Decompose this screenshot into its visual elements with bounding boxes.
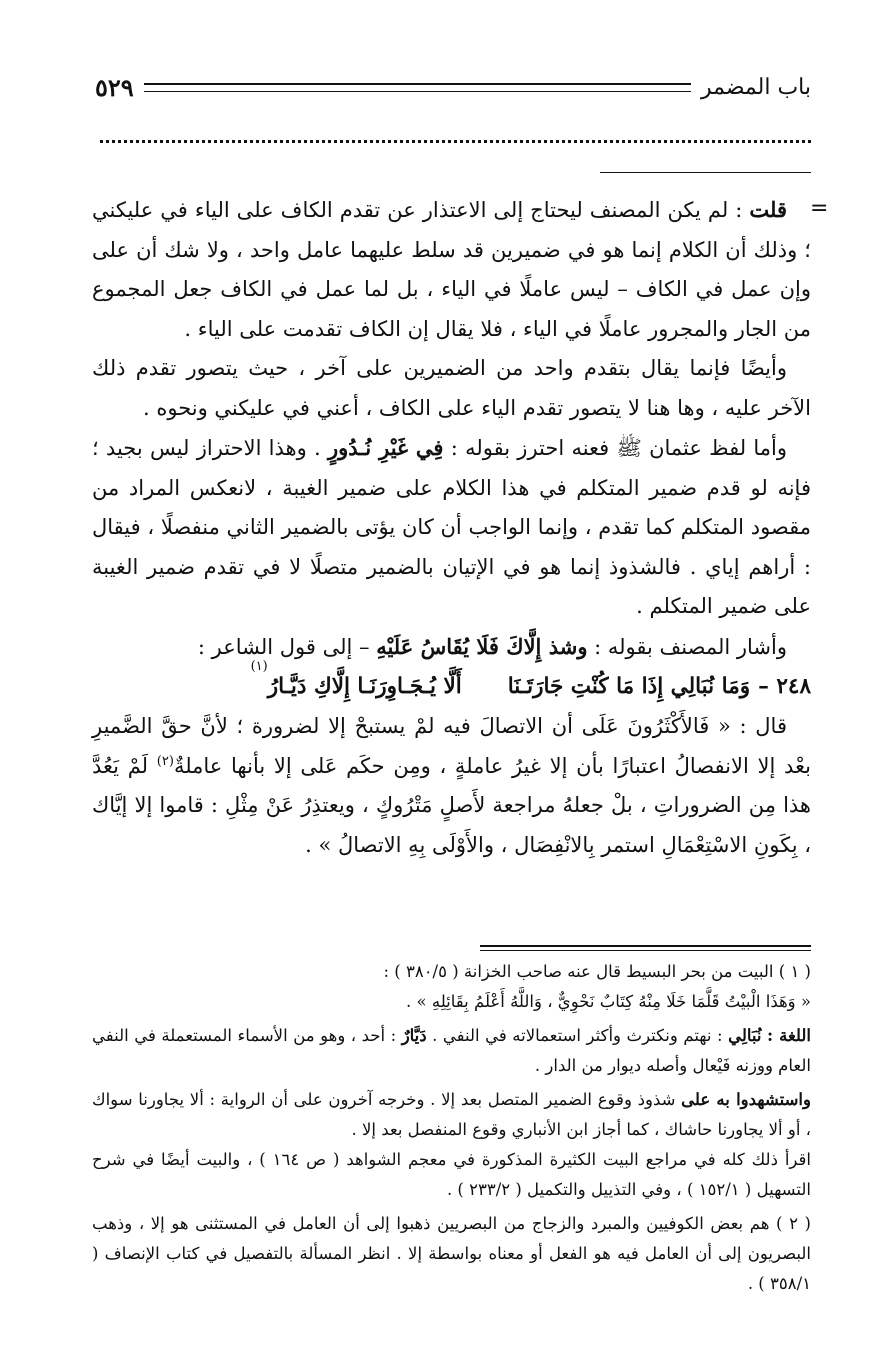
page-header: [95, 70, 811, 104]
margin-continuation-mark: =: [810, 196, 829, 221]
poetry-verse: [92, 659, 811, 707]
paragraph-3-text-b: . وهذا الاحتراز ليس بجيد ؛ فإنه لو قدم ضمير المتكلم في هذا الكلام على ضمير الغيبة ، لانعكس المراد من مقصود المتكلم كما تقدم ، وإنما الواجب أن كان يؤتى بالضمير الثاني منفصلًا ، فيقال : أراهم إياي . فالشذوذ إنما هو في الإتيان بالضمير متصلًا لا في تقدم ضمير الغيبة على ضمير المتكلم .: [92, 436, 811, 618]
header-rule: [144, 83, 691, 92]
footnote-1-references: اقرأ ذلك كله في مراجع البيت الكثيرة المذكورة في معجم الشواهد ( ص ١٦٤ ) ، والبيت أيضًا في شرح التسهيل ( ١٥٢/١ ) ، وفي التذييل والتكميل ( ٢٣٣/٢ ) .: [92, 1150, 811, 1199]
paragraph-2: وأيضًا فإنما يقال بتقدم واحد من الضميرين على آخر ، حيث يتصور تقدم ذلك الآخر عليه ، وها هنا لا يتصور تقدم الياء على الكاف ، أعني في عليكني ونحوه .: [92, 356, 811, 420]
dotted-separator: [100, 140, 811, 143]
paragraph-1-text: : لم يكن المصنف ليحتاج إلى الاعتذار عن تقدم الكاف على الياء في عليكني ؛ وذلك أن الكلام إنما هو في ضميرين قد سلط عليهما عامل واحد ، ولا شك أن على وإن عمل في الكاف – ليس عاملًا في الياء ، بل لما عمل في الكاف جعل المجموع من الجار والمجرور عاملًا في الياء ، فلا يقال إن الكاف تقدمت على الياء .: [92, 198, 811, 341]
paragraph-4-text-b: – إلى قول الشاعر :: [197, 634, 377, 659]
paragraph-5: [92, 707, 811, 865]
footnote-1-quote: « وَهَذَا الْبيْتُ قَلَّمَا خَلَا مِنْهُ كِتَابٌ نَحْوِيٌّ ، وَاللَّهُ أَعْلَمُ بِقَائِلِهِ » .: [406, 992, 811, 1011]
quoted-rule: وشذ إِلَّاكَ فَلَا يُقَاسُ عَلَيْهِ: [376, 633, 588, 659]
footnotes: [92, 957, 811, 1299]
main-text: [92, 190, 811, 865]
paragraph-3-text-a: وأما لفظ عثمان ﷺ فعنه احترز بقوله :: [443, 436, 788, 460]
paragraph-5-text-b: لَمْ يَعُدَّ هذا مِن الضروراتِ ، بلْ جعلهُ مراجعة لأَصلٍ مَتْرُوكٍ ، ويعتذِرُ عَنْ مِثْلِ : قاموا إلا إيَّاك ، بِكَونِ الاسْتِعْمَالِ استمر بِالانْفِصَال ، والأَوْلَى بِهِ الاتصالُ » .: [92, 753, 811, 857]
footnote-ref-2: (٢): [156, 753, 174, 769]
language-label: اللغة :: [767, 1026, 811, 1045]
paragraph-4: [92, 627, 811, 668]
verse-number: ٢٤٨ –: [758, 674, 811, 699]
paragraph-4-text-a: وأشار المصنف بقوله :: [587, 634, 787, 659]
footnote-1-witness: [92, 1085, 811, 1145]
quoted-phrase: فِي غَيْرِ نُـدُورٍ: [327, 435, 444, 460]
paragraph-5-text-a: قال : « فَالأَكْثَرُونَ عَلَى أن الاتصالَ فيه لمْ يستبحْ إلا لضرورة ؛ لأنَّ حقَّ الضَّميرِ بعْد إلا الانفصالُ اعتبارًا بأن إلا غيرُ عاملةٍ ، ومِن حكَم عَلى إلا بأنها عاملةٌ: [92, 714, 811, 778]
footnote-1-language: [92, 1021, 811, 1081]
language-word-2: دَيَّارٌ: [401, 1026, 427, 1045]
short-rule: [600, 172, 811, 173]
footnote-ref-1: (١): [250, 659, 268, 674]
verse-second-hemistich: أَلَّا يُـجَـاوِرَنَـا إِلَّاكِ دَيَّـارُ: [267, 674, 462, 699]
paragraph-1-lead: قلت: [749, 197, 787, 222]
paragraph-1: [92, 190, 811, 349]
footnote-2: ( ٢ ) هم بعض الكوفيين والمبرد والزجاج من البصريين ذهبوا إلى أن العامل في المستثنى هو إلا ، وذهب البصريون إلى أن العامل فيه هو الفعل أو معناه بواسطة إلا . انظر المسألة بالتفصيل في كتاب الإنصاف ( ٣٥٨/١ ) .: [92, 1214, 811, 1293]
witness-text: شذوذ وقوع الضمير المتصل بعد إلا . وخرجه آخرون على أن الرواية : ألا يجاورنا سواك ، أو ألا يجاورنا حاشاك ، كما أجاز ابن الأنباري وقوع المنفصل بعد إلا .: [92, 1090, 811, 1139]
language-text-1: : نهتم ونكترث وأكثر استعمالاته في النفي .: [426, 1026, 729, 1045]
chapter-title: باب المضمر: [701, 74, 811, 100]
footnote-separator: [480, 945, 811, 951]
language-word-1: نُبَالِي: [728, 1026, 762, 1045]
paragraph-3: [92, 428, 811, 627]
footnote-1-source: ( ١ ) البيت من بحر البسيط قال عنه صاحب الخزانة ( ٣٨٠/٥ ) :: [383, 962, 811, 981]
page-number: ٥٢٩: [95, 72, 134, 102]
witness-label: واستشهدوا به على: [681, 1090, 811, 1109]
language-text-2: : أحد ، وهو من الأسماء المستعملة في النفي العام ووزنه فَيْعال وأصله ديوار من الدار .: [92, 1026, 811, 1075]
verse-first-hemistich: وَمَا نُبَالِي إِذَا مَا كُنْتِ جَارَتَـنَا: [507, 674, 751, 699]
